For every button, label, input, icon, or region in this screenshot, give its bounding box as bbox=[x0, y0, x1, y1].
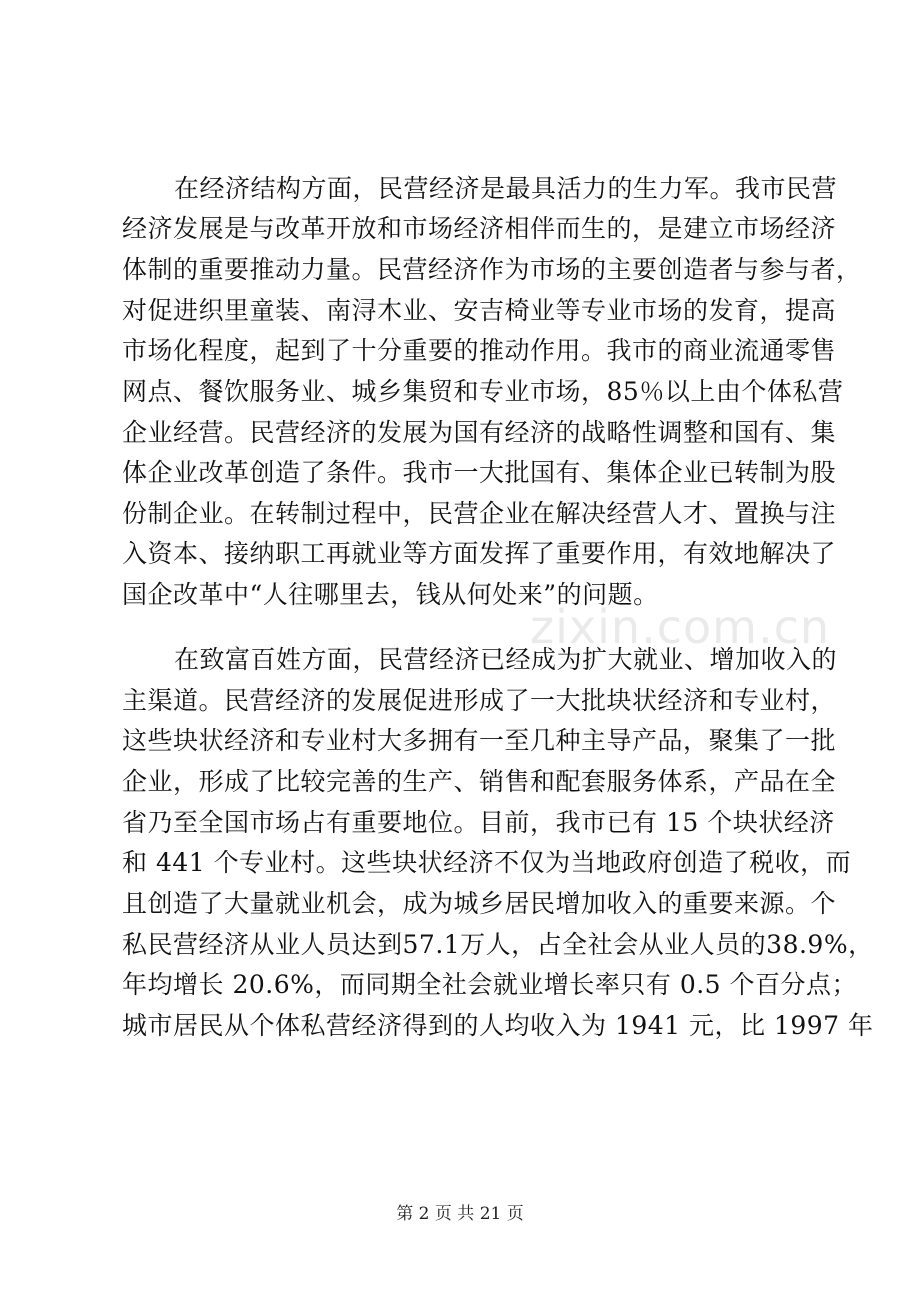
text-line: 企业经营。民营经济的发展为国有经济的战略性调整和国有、集 bbox=[122, 418, 837, 447]
text-line: 这些块状经济和专业村大多拥有一至几种主导产品，聚集了一批 bbox=[122, 726, 837, 755]
text-line: 国企改革中“人往哪里去，钱从何处来”的问题。 bbox=[122, 580, 659, 609]
text-line: 主渠道。民营经济的发展促进形成了一大批块状经济和专业村， bbox=[122, 686, 837, 715]
text-line: 且创造了大量就业机会，成为城乡居民增加收入的重要来源。个 bbox=[122, 889, 837, 918]
text-line: 省乃至全国市场占有重要地位。目前，我市已有 15 个块状经济 bbox=[122, 808, 835, 837]
text-line: 市场化程度，起到了十分重要的推动作用。我市的商业流通零售 bbox=[122, 336, 837, 365]
text-line: 在致富百姓方面，民营经济已经成为扩大就业、增加收入的 bbox=[174, 645, 838, 674]
text-line: 和 441 个专业村。这些块状经济不仅为当地政府创造了税收，而 bbox=[122, 848, 852, 877]
page-footer: 第 2 页 共 21 页 bbox=[396, 1204, 524, 1224]
text-line: 网点、餐饮服务业、城乡集贸和专业市场，85％以上由个体私营 bbox=[122, 377, 844, 406]
text-line: 企业，形成了比较完善的生产、销售和配套服务体系，产品在全 bbox=[122, 767, 837, 796]
text-line: 经济发展是与改革开放和市场经济相伴而生的，是建立市场经济 bbox=[122, 214, 837, 243]
text-line: 入资本、接纳职工再就业等方面发挥了重要作用，有效地解决了 bbox=[122, 539, 837, 568]
text-line: 体制的重要推动力量。民营经济作为市场的主要创造者与参与者， bbox=[122, 255, 862, 284]
text-line: 对促进织里童装、南浔木业、安吉椅业等专业市场的发育，提高 bbox=[122, 296, 837, 325]
watermark: zixin.com.cn bbox=[530, 600, 831, 654]
text-line: 城市居民从个体私营经济得到的人均收入为 1941 元，比 1997 年 bbox=[122, 1011, 874, 1040]
text-line: 在经济结构方面，民营经济是最具活力的生力军。我市民营 bbox=[174, 174, 838, 203]
text-line: 份制企业。在转制过程中，民营企业在解决经营人才、置换与注 bbox=[122, 499, 837, 528]
text-line: 年均增长 20.6%，而同期全社会就业增长率只有 0.5 个百分点； bbox=[122, 970, 858, 999]
text-line: 私民营经济从业人员达到57.1万人，占全社会从业人员的38.9%， bbox=[122, 930, 874, 959]
text-line: 体企业改革创造了条件。我市一大批国有、集体企业已转制为股 bbox=[122, 458, 837, 487]
